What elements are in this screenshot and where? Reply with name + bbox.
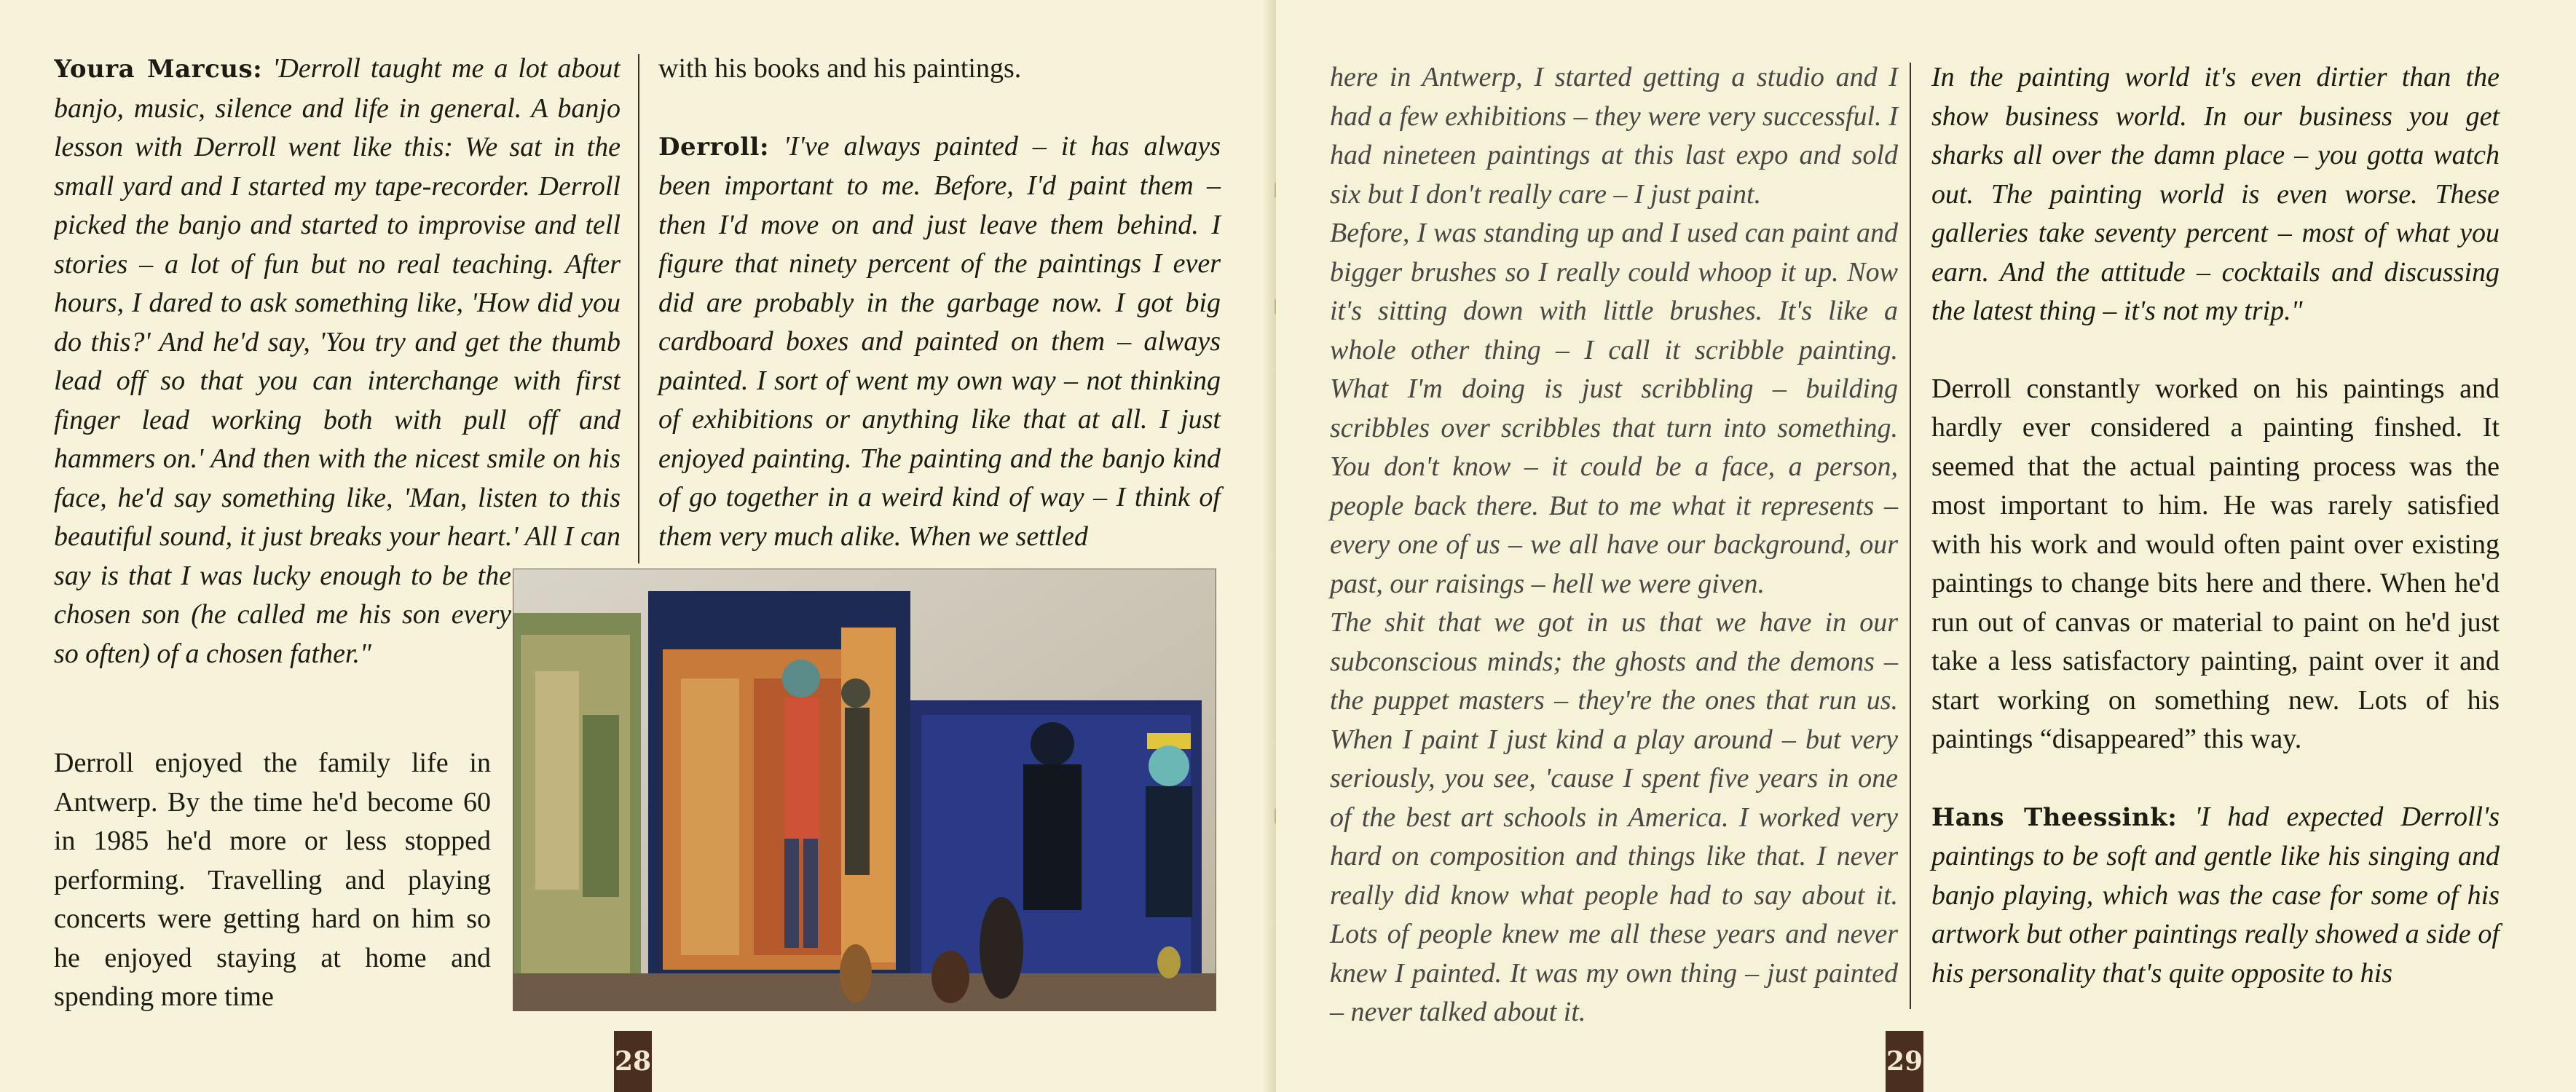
right-page	[1276, 0, 2576, 1092]
paragraph-continuation: with his books and his paintings.	[658, 53, 1022, 84]
speaker-name: Derroll:	[658, 132, 770, 162]
paragraph-painting-world: In the painting world it's even dirtier than the show business world. In our business you get sharks all over the damn place – you gotta watch out. The painting world is even worse. These galleries take seventy percent – most of what you earn. And the attitude – cocktails and discussing the latest thing – it's not my trip."	[1931, 62, 2500, 326]
paragraph-family-life: Derroll enjoyed the family life in Antwerp. By the time he'd become 60 in 1985 he'd more or less stopped performing. Travelling and playing concerts were getting hard on him so he enjoyed staying at home and spending more time	[54, 748, 491, 1012]
page-number: 29	[1886, 1031, 1923, 1092]
quote-text: 'I had expected Derroll's paintings to be soft and gentle like his singing and banjo playing, which was the case for some of his artwork but other paintings really showed a side of his personality that's quite opposite to his	[1931, 801, 2500, 989]
column-divider	[638, 54, 639, 563]
speaker-name: Hans Theessink:	[1931, 802, 2178, 832]
right-column-1	[1330, 58, 1898, 1032]
left-column-1-lower	[54, 744, 491, 1017]
paintings-photo	[513, 569, 1216, 1011]
paragraph-hans-theessink	[1931, 798, 2500, 994]
paragraph-antwerp-studio: here in Antwerp, I started getting a studio and I had a few exhibitions – they were very successful. I had nineteen paintings at this last expo and sold six but I don't really care – I just paint.	[1330, 62, 1898, 210]
paragraph-constantly-worked: Derroll constantly worked on his paintings and hardly ever considered a painting finshed. It seemed that the actual painting process was the most important to him. He was rarely satisfied with his work and would often paint over existing paintings to change bits here and there. When he'd run out of canvas or material to paint on he'd just take a less satisfactory painting, paint over it and start working on something new. Lots of his paintings “disappeared” this way.	[1931, 373, 2500, 754]
left-page	[0, 0, 1276, 1092]
right-column-2	[1931, 58, 2500, 993]
paragraph-subconscious: The shit that we got in us that we have in our subconscious minds; the ghosts and the demons – the puppet masters – they're the ones that run us. When I paint I just kind a play around – but very seriously, you see, 'cause I spent five years in one of the best art schools in America. I worked very hard on composition and things like that. I never really did know what people had to say about it. Lots of people knew me all these years and never knew I painted. It was my own thing – just painted – never talked about it.	[1330, 607, 1898, 1027]
left-column-2	[658, 50, 1221, 556]
quote-text: 'I've always painted – it has always been important to me. Before, I'd paint them – then I'd move on and just leave them behind. I figure that ninety percent of the paintings I ever did are probably in the garbage now. I got big cardboard boxes and painted on them – always painted. I sort of went my own way – not thinking of exhibitions or anything like that at all. I just enjoyed painting. The painting and the banjo kind of go together in a weird kind of way – I think of them very much alike. When we settled	[658, 130, 1221, 552]
speaker-name: Youra Marcus:	[54, 55, 263, 84]
quote-text: 'Derroll taught me a lot about banjo, music, silence and life in general. A banjo lesson with Derroll went like this: We sat in the small yard and I started my tape-recorder. Derroll picked the banjo and started to improvise and tell stories – a lot of fun but no real teaching. After hours, I dared to ask something like, 'How did you do this?' And he'd say, 'You try and get the thumb lead off so that you can interchange with first finger lead working both with pull off and hammers on.' And then with the nicest smile on his face, he'd say something like, 'Man, listen to this beautiful sound, it just breaks your heart.' All I can say is that I was lucky enough to be the chosen son (he called me his son every so often) of a chosen father."	[54, 53, 621, 669]
paragraph-scribble-painting: Before, I was standing up and I used can paint and bigger brushes so I really could whoop it up. Now it's sitting down with little brushes. It's like a whole other thing – I call it scribble painting. What I'm doing is just scribbling – building scribbles over scribbles that turn into something. You don't know – it could be a face, a person, people back there. But to me what it represents – every one of us – we all have our background, our past, our raisings – hell we were given.	[1330, 218, 1898, 599]
page-number: 28	[614, 1031, 652, 1092]
paintings-illustration	[513, 569, 1216, 1010]
column-divider	[1910, 63, 1911, 1009]
paragraph-derroll-quote	[658, 127, 1221, 557]
